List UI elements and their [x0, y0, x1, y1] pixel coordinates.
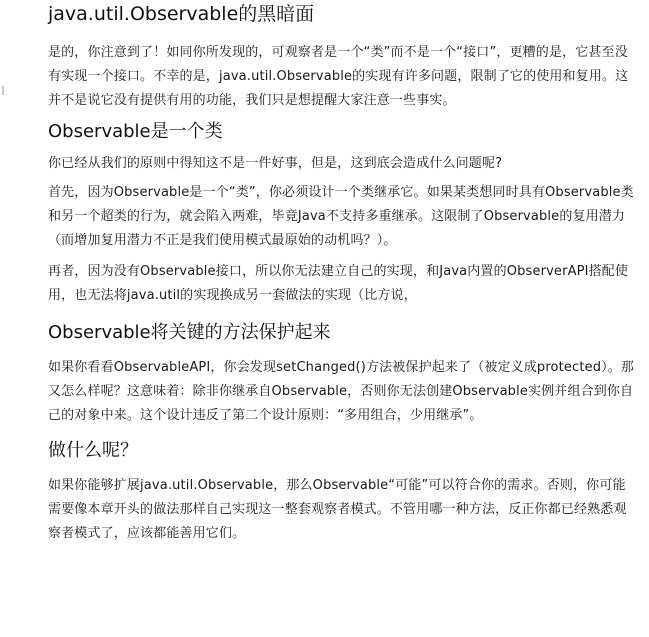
section-heading-what-to-do: 做什么呢？	[48, 440, 138, 461]
section-2-paragraph-1: 如果你看看ObservableAPI，你会发现setChanged()方法被保护起来了（被定义成protected）。那又怎么样呢？这意味着：除非你继承自Observable，否则你无法创建Observable实例并组合到你自己的对象中来。这个设计违反了第二个设计原则：“多用组合，少用继承”。	[48, 360, 635, 423]
section-1-paragraph-3: 再者，因为没有Observable接口，所以你无法建立自己的实现，和Java内置的ObserverAPI搭配使用，也无法将java.util的实现换成另一套做法的实现（比方说，	[48, 264, 629, 303]
section-1-paragraph-1: 你已经从我们的原则中得知这不是一件好事，但是，这到底会造成什么问题呢?	[48, 156, 503, 171]
page-title: java.util.Observable的黑暗面	[48, 3, 315, 25]
page-edge-mark	[2, 86, 4, 95]
document-page	[48, 0, 638, 553]
intro-paragraph: 是的，你注意到了！如同你所发现的，可观察者是一个“类”而不是一个“接口”，更糟的是，它甚至没有实现一个接口。不幸的是，java.util.Observable的实现有许多问题，限制了它的使用和复用。这并不是说它没有提供有用的功能，我们只是想提醒大家注意一些事实。	[48, 45, 629, 108]
section-1-paragraph-2: 首先，因为Observable是一个“类”，你必须设计一个类继承它。如果某类想同时具有Observable类和另一个超类的行为，就会陷入两难，毕竟Java不支持多重继承。这限制了Observable的复用潜力（而增加复用潜力不正是我们使用模式最原始的动机吗？）。	[48, 185, 634, 248]
section-heading-observable-is-class: Observable是一个类	[48, 121, 223, 142]
section-heading-protected-methods: Observable将关键的方法保护起来	[48, 322, 331, 343]
section-3-paragraph-1: 如果你能够扩展java.util.Observable，那么Observable“可能”可以符合你的需求。否则，你可能需要像本章开头的做法那样自己实现这一整套观察者模式。不管用哪一种方法，反正你都已经熟悉观察者模式了，应该都能善用它们。	[48, 478, 627, 541]
